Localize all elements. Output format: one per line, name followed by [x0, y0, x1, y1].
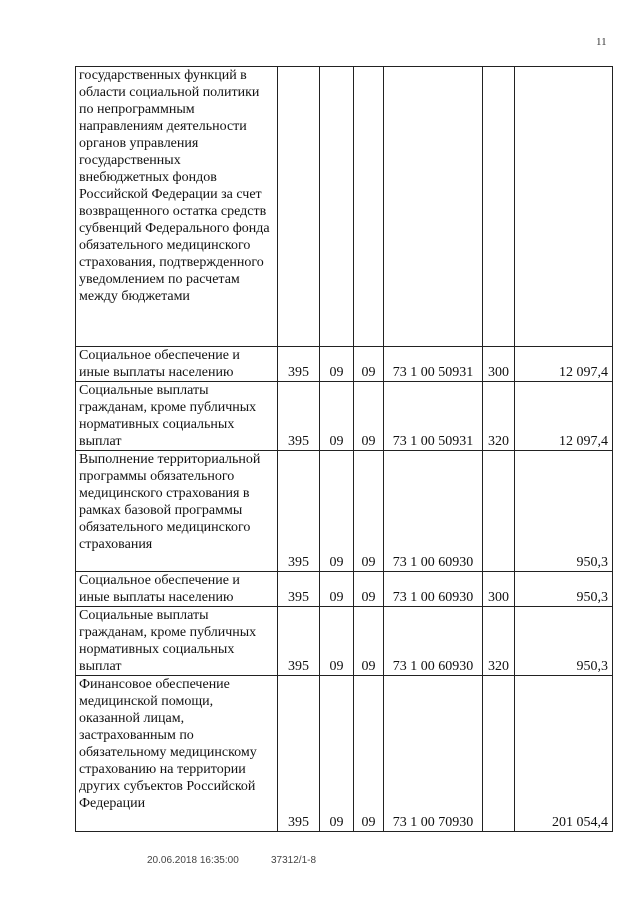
section-code: 09 [320, 382, 354, 451]
subsection-code [354, 67, 384, 347]
expense-type-code: 300 [483, 347, 515, 382]
subsection-code: 09 [354, 676, 384, 832]
row-name: Социальные выплаты гражданам, кроме публичных нормативных социальных выплат [76, 607, 278, 676]
ministry-code: 395 [278, 347, 320, 382]
subsection-code: 09 [354, 607, 384, 676]
expense-type-code: 320 [483, 607, 515, 676]
amount: 950,3 [515, 607, 613, 676]
target-code [384, 67, 483, 347]
budget-table [75, 66, 613, 832]
row-name: Социальное обеспечение и иные выплаты населению [76, 572, 278, 607]
section-code: 09 [320, 347, 354, 382]
subsection-code: 09 [354, 382, 384, 451]
row-name: Выполнение территориальной программы обязательного медицинского страхования в рамках базовой программы обязательного медицинского страхования [76, 451, 278, 572]
target-code: 73 1 00 60930 [384, 451, 483, 572]
row-name: государственных функций в области социальной политики по непрограммным направлениям деятельности органов управления государственных внебюджетных фондов Российской Федерации за счет возвращенного остатка средств субвенций Федерального фонда обязательного медицинского страхования, подтвержденного уведомлением по расчетам между бюджетами [76, 67, 278, 347]
table-row [76, 67, 613, 347]
expense-type-code [483, 67, 515, 347]
expense-type-code: 300 [483, 572, 515, 607]
amount: 950,3 [515, 451, 613, 572]
section-code: 09 [320, 451, 354, 572]
target-code: 73 1 00 60930 [384, 572, 483, 607]
ministry-code: 395 [278, 451, 320, 572]
expense-type-code [483, 451, 515, 572]
row-name: Социальное обеспечение и иные выплаты населению [76, 347, 278, 382]
subsection-code: 09 [354, 451, 384, 572]
subsection-code: 09 [354, 572, 384, 607]
row-name: Финансовое обеспечение медицинской помощи, оказанной лицам, застрахованным по обязательному медицинскому страхованию на территории других субъектов Российской Федерации [76, 676, 278, 832]
table-row [76, 572, 613, 607]
target-code: 73 1 00 50931 [384, 347, 483, 382]
ministry-code: 395 [278, 382, 320, 451]
table-row [76, 347, 613, 382]
ministry-code: 395 [278, 676, 320, 832]
footer-datetime: 20.06.2018 16:35:00 [147, 855, 239, 866]
amount [515, 67, 613, 347]
table-row [76, 451, 613, 572]
section-code: 09 [320, 676, 354, 832]
table-row [76, 607, 613, 676]
page-number: 11 [596, 36, 607, 48]
expense-type-code: 320 [483, 382, 515, 451]
expense-type-code [483, 676, 515, 832]
subsection-code: 09 [354, 347, 384, 382]
amount: 950,3 [515, 572, 613, 607]
target-code: 73 1 00 70930 [384, 676, 483, 832]
section-code [320, 67, 354, 347]
amount: 12 097,4 [515, 382, 613, 451]
ministry-code: 395 [278, 572, 320, 607]
table-row [76, 382, 613, 451]
section-code: 09 [320, 572, 354, 607]
row-name: Социальные выплаты гражданам, кроме публичных нормативных социальных выплат [76, 382, 278, 451]
target-code: 73 1 00 60930 [384, 607, 483, 676]
target-code: 73 1 00 50931 [384, 382, 483, 451]
section-code: 09 [320, 607, 354, 676]
amount: 12 097,4 [515, 347, 613, 382]
amount: 201 054,4 [515, 676, 613, 832]
footer-document-id: 37312/1-8 [271, 855, 317, 866]
ministry-code: 395 [278, 607, 320, 676]
table-row [76, 676, 613, 832]
ministry-code [278, 67, 320, 347]
